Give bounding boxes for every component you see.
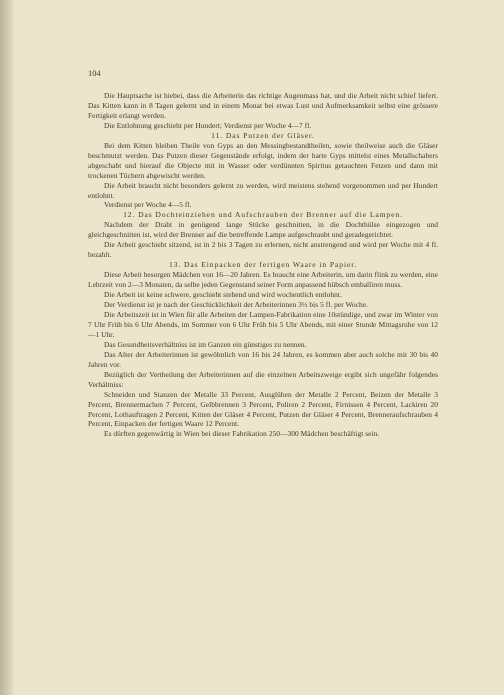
paragraph: Das Gesundheitsverhältniss ist im Ganzen ein günstiges zu nennen. [104,339,307,349]
paragraph: Die Arbeit geschieht sitzend, ist in 2 bis 3 Tagen zu erlernen, nicht anstrengend und wird per Woche mit 4 fl. bezahlt. [88,240,438,260]
paragraph: Das Alter der Arbeiterinnen ist gewöhnlich von 16 bis 24 Jahren, es kommen aber auch solche mit 30 bis 40 Jahren vor. [88,349,438,369]
paragraph: Die Entlohnung geschieht per Hundert; Verdienst per Woche 4—7 fl. [104,120,312,130]
paragraph: Die Hauptsache ist hiebei, dass die Arbeiterin das richtige Augenmass hat, und die Arbeit nicht schief liefert. Das Kitten kann in 8 Tagen gelernt und in einem Monat bei etwas Lust und Aufmerksamkeit selbst eine grössere Fertigkeit erlangt werden. [88,91,438,120]
paragraph: Die Arbeit ist keine schwere, geschieht stehend und wird wochentlich entlohnt. [104,290,342,300]
section-heading: 11. Das Putzen der Gläser. [211,130,315,140]
paragraph: Bei dem Kitten bleiben Theile von Gyps an den Messingbestandtheilen, sowie theilweise auch die Gläser beschmutzt werden. Das Putzen dieser Gegenstände erfolgt, indem der harte Gyps mittelst eines Metallschabers abgeschabt und hierauf die Objecte mit in Wasser oder verdünnten Spiritus getauchten Fetzen und dann mit trockenen Tüchern abgewischt werden. [88,140,438,180]
paragraph: Verdienst per Woche 4—5 fl. [104,200,192,210]
paragraph: Nachdem der Draht in genügend lange Stücke geschnitten, in die Dochthülse eingezogen und gleichgeschnitten ist, wird der Brenner auf die betreffende Lampe aufgeschraubt und geradegerichtet. [88,220,438,240]
paragraph: Bezüglich der Vertheilung der Arbeiterinnen auf die einzelnen Arbeitszweige ergibt sich ungefähr folgendes Verhältniss: [88,369,438,389]
page-gutter-shadow [0,0,14,695]
section-heading: 12. Das Dochteinziehen und Aufschrauben der Brenner auf die Lampen. [123,210,403,220]
section-heading: 13. Das Einpacken der fertigen Waare in Papier. [168,260,358,270]
paragraph: Schneiden und Stanzen der Metalle 33 Percent, Ausglühen der Metalle 2 Percent, Beizen der Metalle 3 Percent, Brennermachen 7 Percent, Gelbbrennen 3 Percent, Poliren 2 Percent, Firnissen 4 Percent, Lackiren 20 Percent, Lothauftragen 2 Percent, Kitten der Gläser 4 Percent, Putzen der Gläser 4 Percent, Brenneraufschrauben 4 Percent, Einpacken der fertigen Waare 12 Percent. [88,389,438,429]
paragraph: Die Arbeitszeit ist in Wien für alle Arbeiten der Lampen-Fabrikation eine 10stündige, und zwar im Winter von 7 Uhr Früh bis 6 Uhr Abends, im Sommer von 6 Uhr Früh bis 5 Uhr Abends, mit einer Stunde Mittagsruhe von 12—1 Uhr. [88,309,438,339]
paragraph: Die Arbeit braucht nicht besonders gelernt zu werden, wird meistens stehend vorgenommen und per Hundert entlohnt. [88,180,438,200]
paragraph: Es dürften gegenwärtig in Wien bei dieser Fabrikation 250—300 Mädchen beschäftigt sein. [104,429,380,439]
paragraph: Diese Arbeit besorgen Mädchen von 16—20 Jahren. Es braucht eine Arbeiterin, um darin flink zu werden, eine Lehrzeit von 2—3 Monaten, da selbe jeden Gegenstand seiner Form anpassend hübsch emballiren muss. [88,270,438,290]
paragraph: Der Verdienst ist je nach der Geschicklichkeit der Arbeiterinnen 3½ bis 5 fl. per Woche. [104,300,368,310]
page-number: 104 [88,69,101,78]
page-body [88,69,438,439]
